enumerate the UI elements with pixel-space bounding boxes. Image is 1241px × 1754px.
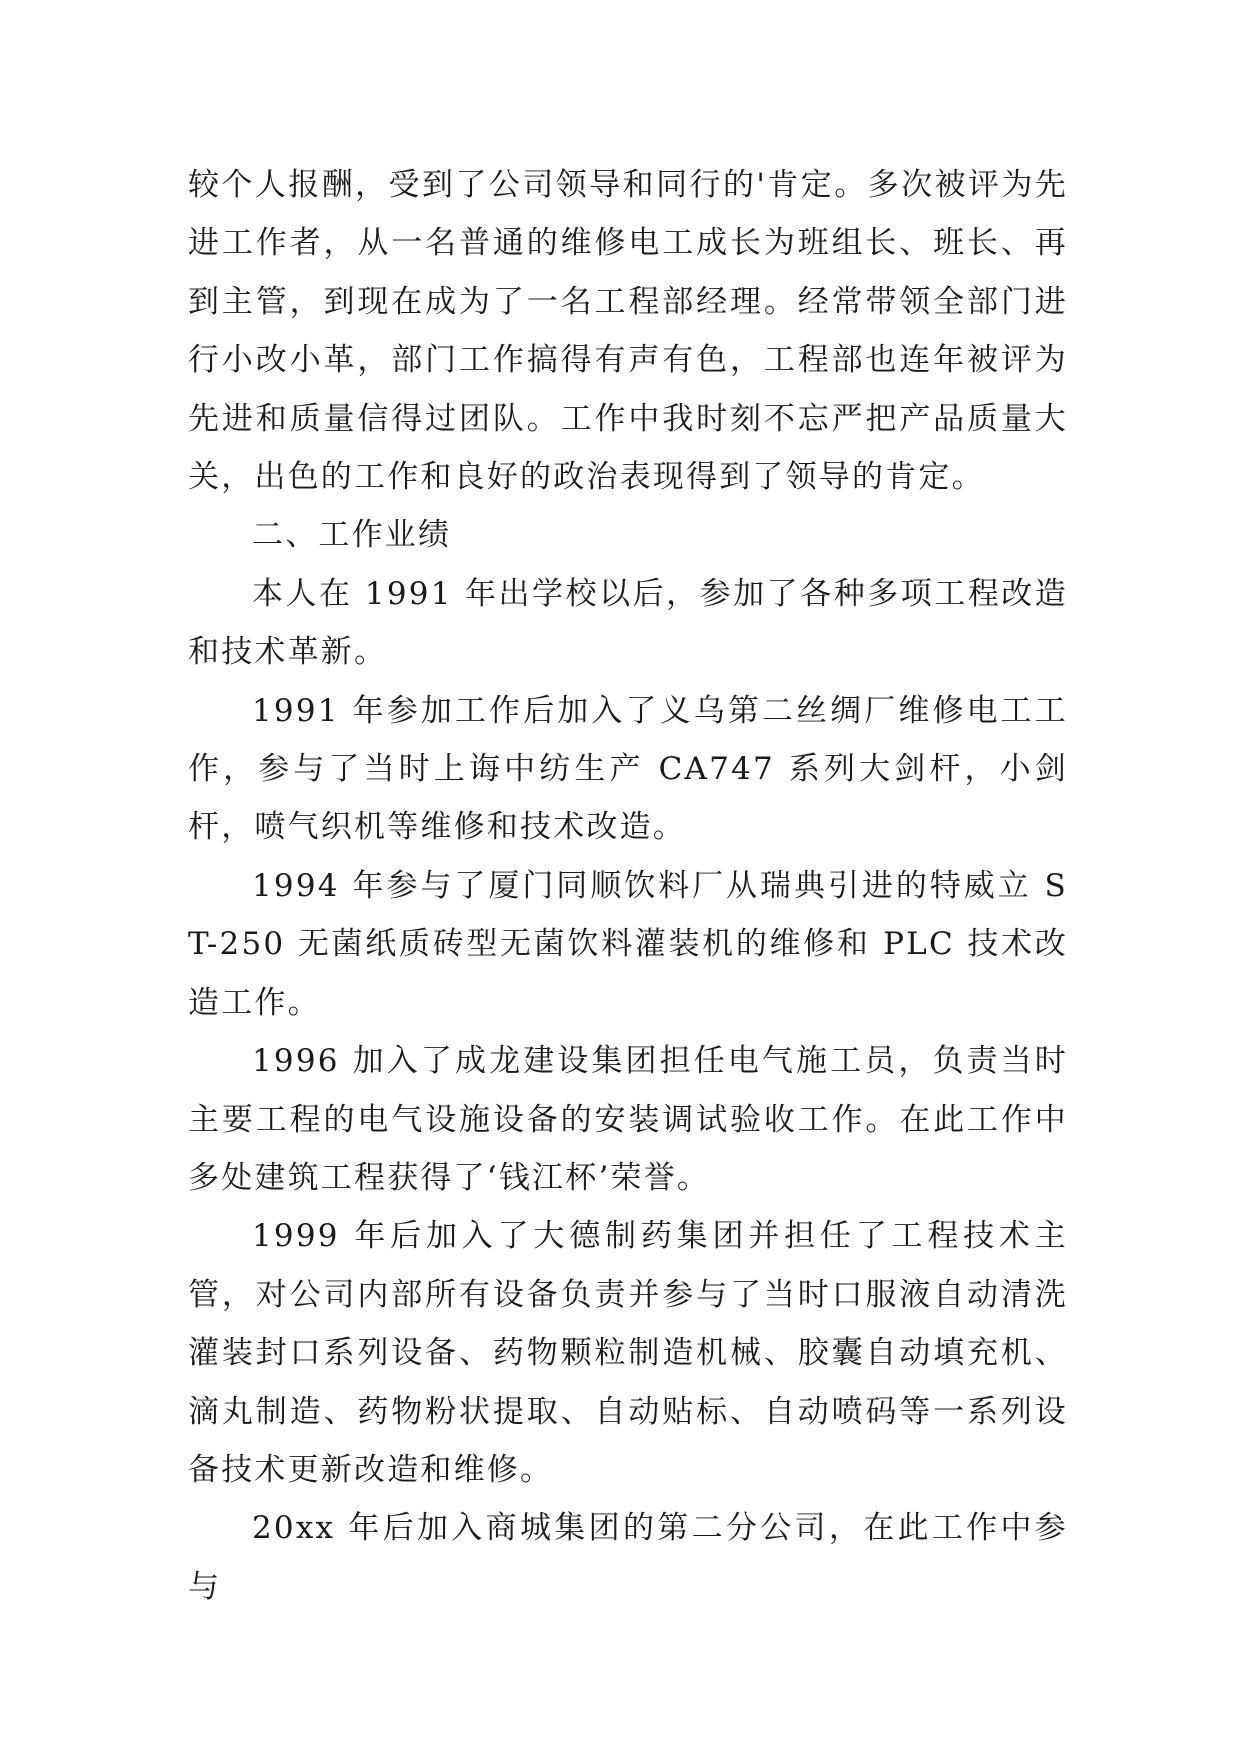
paragraph-1: 较个人报酬，受到了公司领导和同行的'肯定。多次被评为先进工作者，从一名普通的维修电工成长为班组长、班长、再到主管，到现在成为了一名工程部经理。经常带领全部门进行小改小革，部门工作搞得有声有色，工程部也连年被评为先进和质量信得过团队。工作中我时刻不忘严把产品质量大关，出色的工作和良好的政治表现得到了领导的肯定。 [188,167,1068,496]
paragraph-6: 1996 加入了成龙建设集团担任电气施工员，负责当时主要工程的电气设施设备的安装调试验收工作。在此工作中多处建筑工程获得了‘钱江杯’荣誉。 [188,1043,1068,1196]
document-body [188,156,1068,1616]
paragraph-3: 本人在 1991 年出学校以后，参加了各种多项工程改造和技术革新。 [188,575,1068,671]
paragraph-7: 1999 年后加入了大德制药集团并担任了工程技术主管，对公司内部所有设备负责并参与了当时口服液自动清洗灌装封口系列设备、药物颗粒制造机械、胶囊自动填充机、滴丸制造、药物粉状提取、自动贴标、自动喷码等一系列设备技术更新改造和维修。 [188,1218,1068,1488]
paragraph-4: 1991 年参加工作后加入了义乌第二丝绸厂维修电工工作，参与了当时上诲中纺生产 CA747 系列大剑杆，小剑杆，喷气织机等维修和技术改造。 [188,692,1068,846]
section-heading-work-achievements: 二、工作业绩 [252,517,452,554]
paragraph-5: 1994 年参与了厦门同顺饮料厂从瑞典引进的特威立 ST-250 无菌纸质砖型无菌饮料灌装机的维修和 PLC 技术改造工作。 [188,867,1068,1021]
paragraph-8: 20xx 年后加入商城集团的第二分公司，在此工作中参与 [188,1510,1068,1605]
